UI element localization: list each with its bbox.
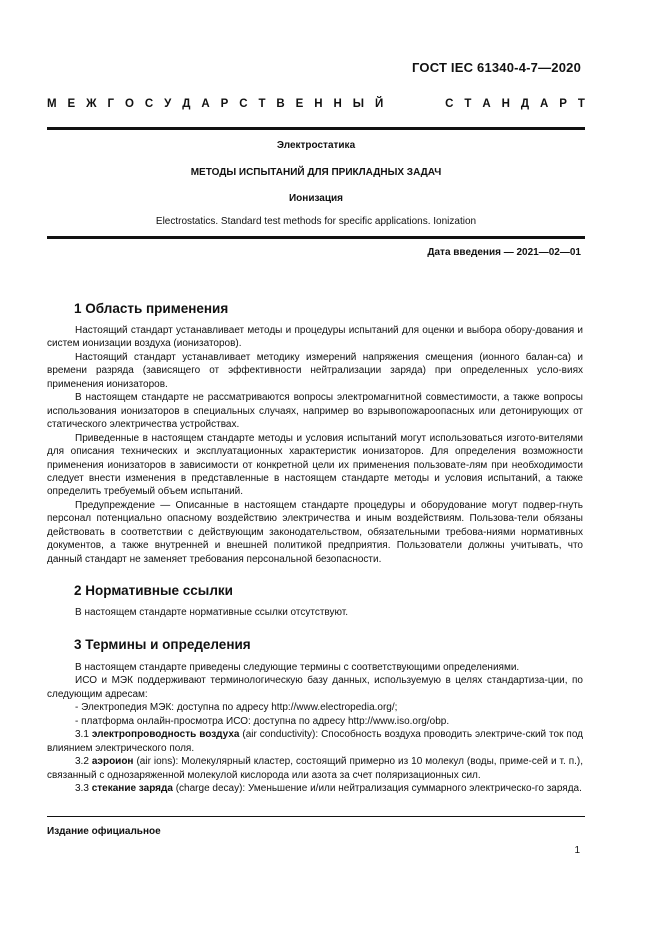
banner-letter: Т <box>258 98 266 110</box>
paragraph: Настоящий стандарт устанавливает методы и процедуры испытаний для оценки и выбора обору-дования и систем ионизации воздуха (ионизаторов). <box>47 325 583 350</box>
banner-letter: Н <box>333 98 342 110</box>
banner-letter: Г <box>107 98 115 110</box>
section-1-body <box>47 324 583 566</box>
section-1-heading: 1 Область применения <box>74 301 229 316</box>
banner-letter: А <box>482 98 491 110</box>
term-definition: (air conductivity): Способность воздуха проводить электриче-ский ток под влиянием электрического поля. <box>47 729 583 754</box>
banner-letter: О <box>124 98 134 110</box>
list-item: - Электропедия МЭК: доступна по адресу http://www.electropedia.org/; <box>75 702 398 714</box>
introduction-date: Дата введения — 2021—02—01 <box>427 247 581 258</box>
banner-letter: С <box>144 98 154 110</box>
paragraph: В настоящем стандарте приведены следующие термины с соответствующими определениями. <box>75 662 520 673</box>
main-title: МЕТОДЫ ИСПЫТАНИЙ ДЛЯ ПРИКЛАДНЫХ ЗАДАЧ <box>190 167 442 178</box>
topic-title: Электростатика <box>276 140 356 151</box>
banner-letter: Е <box>67 98 76 110</box>
header-rule <box>47 127 585 130</box>
banner-letter: Ы <box>352 98 365 110</box>
term-3-3 <box>47 782 583 795</box>
banner-letter: А <box>539 98 549 110</box>
section-3-heading: 3 Термины и определения <box>74 637 251 652</box>
title-rule <box>47 236 585 239</box>
english-title: Electrostatics. Standard test methods for specific applications. Ionization <box>155 216 477 227</box>
term-name: стекание заряда <box>91 783 173 795</box>
banner-letter: А <box>201 98 210 110</box>
term-number: 3.1 <box>75 729 89 741</box>
term-number: 3.3 <box>75 783 89 795</box>
banner-letter: Н <box>314 98 323 110</box>
banner-letter: С <box>445 98 454 110</box>
paragraph: Настоящий стандарт устанавливает методику измерений напряжения смещения (ионного балан-са) и времени разряда (зависящего от эффективности нейтрализации заряда) при определенных усло-виях применения ионизаторов. <box>47 351 583 390</box>
paragraph: ИСО и МЭК поддерживают терминологическую базу данных, используемую в целях стандартиза-ции, по следующим адресам: <box>47 675 583 700</box>
term-definition: (charge decay): Уменьшение и/или нейтрализация суммарного электрическо-го заряда. <box>175 783 582 795</box>
paragraph: В настоящем стандарте нормативные ссылки отсутствуют. <box>75 607 349 618</box>
paragraph: В настоящем стандарте не рассматриваются вопросы электромагнитной совместимости, а также вопросы использования ионизаторов в специальных случаях, например во взрывопожароопасных или детонирующих от статического электричества устройствах. <box>47 392 583 431</box>
term-3-1 <box>47 728 583 755</box>
term-number: 3.2 <box>75 756 89 768</box>
section-2-heading: 2 Нормативные ссылки <box>74 583 233 598</box>
term-name: электропроводность воздуха <box>91 729 240 741</box>
document-number: ГОСТ IEC 61340-4-7—2020 <box>412 60 581 75</box>
banner-letter: М <box>47 98 57 110</box>
section-2-body <box>47 606 583 619</box>
banner-letter: Р <box>559 98 567 110</box>
official-edition-label: Издание официальное <box>47 826 161 837</box>
banner-letter: Н <box>501 98 510 110</box>
term-3-2 <box>47 755 583 782</box>
term-definition: (air ions): Молекулярный кластер, состоящий примерно из 10 молекул (воды, приме-сей и т. п.), связанный с однозаряженной молекулой кислорода или азота за счет поляризационных сил. <box>47 756 584 781</box>
banner-letter: Д <box>520 98 530 110</box>
interstate-standard-banner <box>47 98 585 110</box>
list-item: - платформа онлайн-просмотра ИСО: доступна по адресу http://www.iso.org/obp. <box>75 715 450 727</box>
banner-letter: У <box>164 98 172 110</box>
footer-rule <box>47 816 585 817</box>
banner-letter: Д <box>182 98 191 110</box>
banner-letter: В <box>276 98 285 110</box>
term-name: аэроион <box>91 756 134 768</box>
banner-letter: Р <box>220 98 229 110</box>
warning-paragraph: Предупреждение — Описанные в настоящем стандарте процедуры и оборудование могут подвер-гнуть персонал потенциально опасному воздействию электричества и иным воздействиям. Пользова-тели обязаны действовать в соответствии с действующим законодательством, обязательными требова-ниями нормативных документов, а также внутренней и внешней политикой предприятия. Пользователи должны учитывать, что данный стандарт не заменяет требования персональной безопасности. <box>47 499 583 565</box>
banner-gap <box>394 98 434 110</box>
subtitle: Ионизация <box>288 193 343 204</box>
banner-letter: Т <box>577 98 585 110</box>
banner-letter: Ж <box>86 98 97 110</box>
page-number: 1 <box>574 845 580 856</box>
section-3-body <box>47 661 583 796</box>
paragraph: Приведенные в настоящем стандарте методы и условия испытаний могут использоваться изгото-вителями для описания технических и эксплуатационных характеристик ионизаторов. Для определения возможности применения ионизаторов в зависимости от конкретной цели их применения пользовате-лям при необходимости следует внести изменения в представленные в настоящем стандарте методы и условия испытаний, а также определить требуемый объем испытаний. <box>47 432 583 498</box>
banner-letter: С <box>239 98 248 110</box>
banner-letter: Т <box>464 98 472 110</box>
banner-letter: Й <box>374 98 384 110</box>
banner-letter: Е <box>295 98 304 110</box>
